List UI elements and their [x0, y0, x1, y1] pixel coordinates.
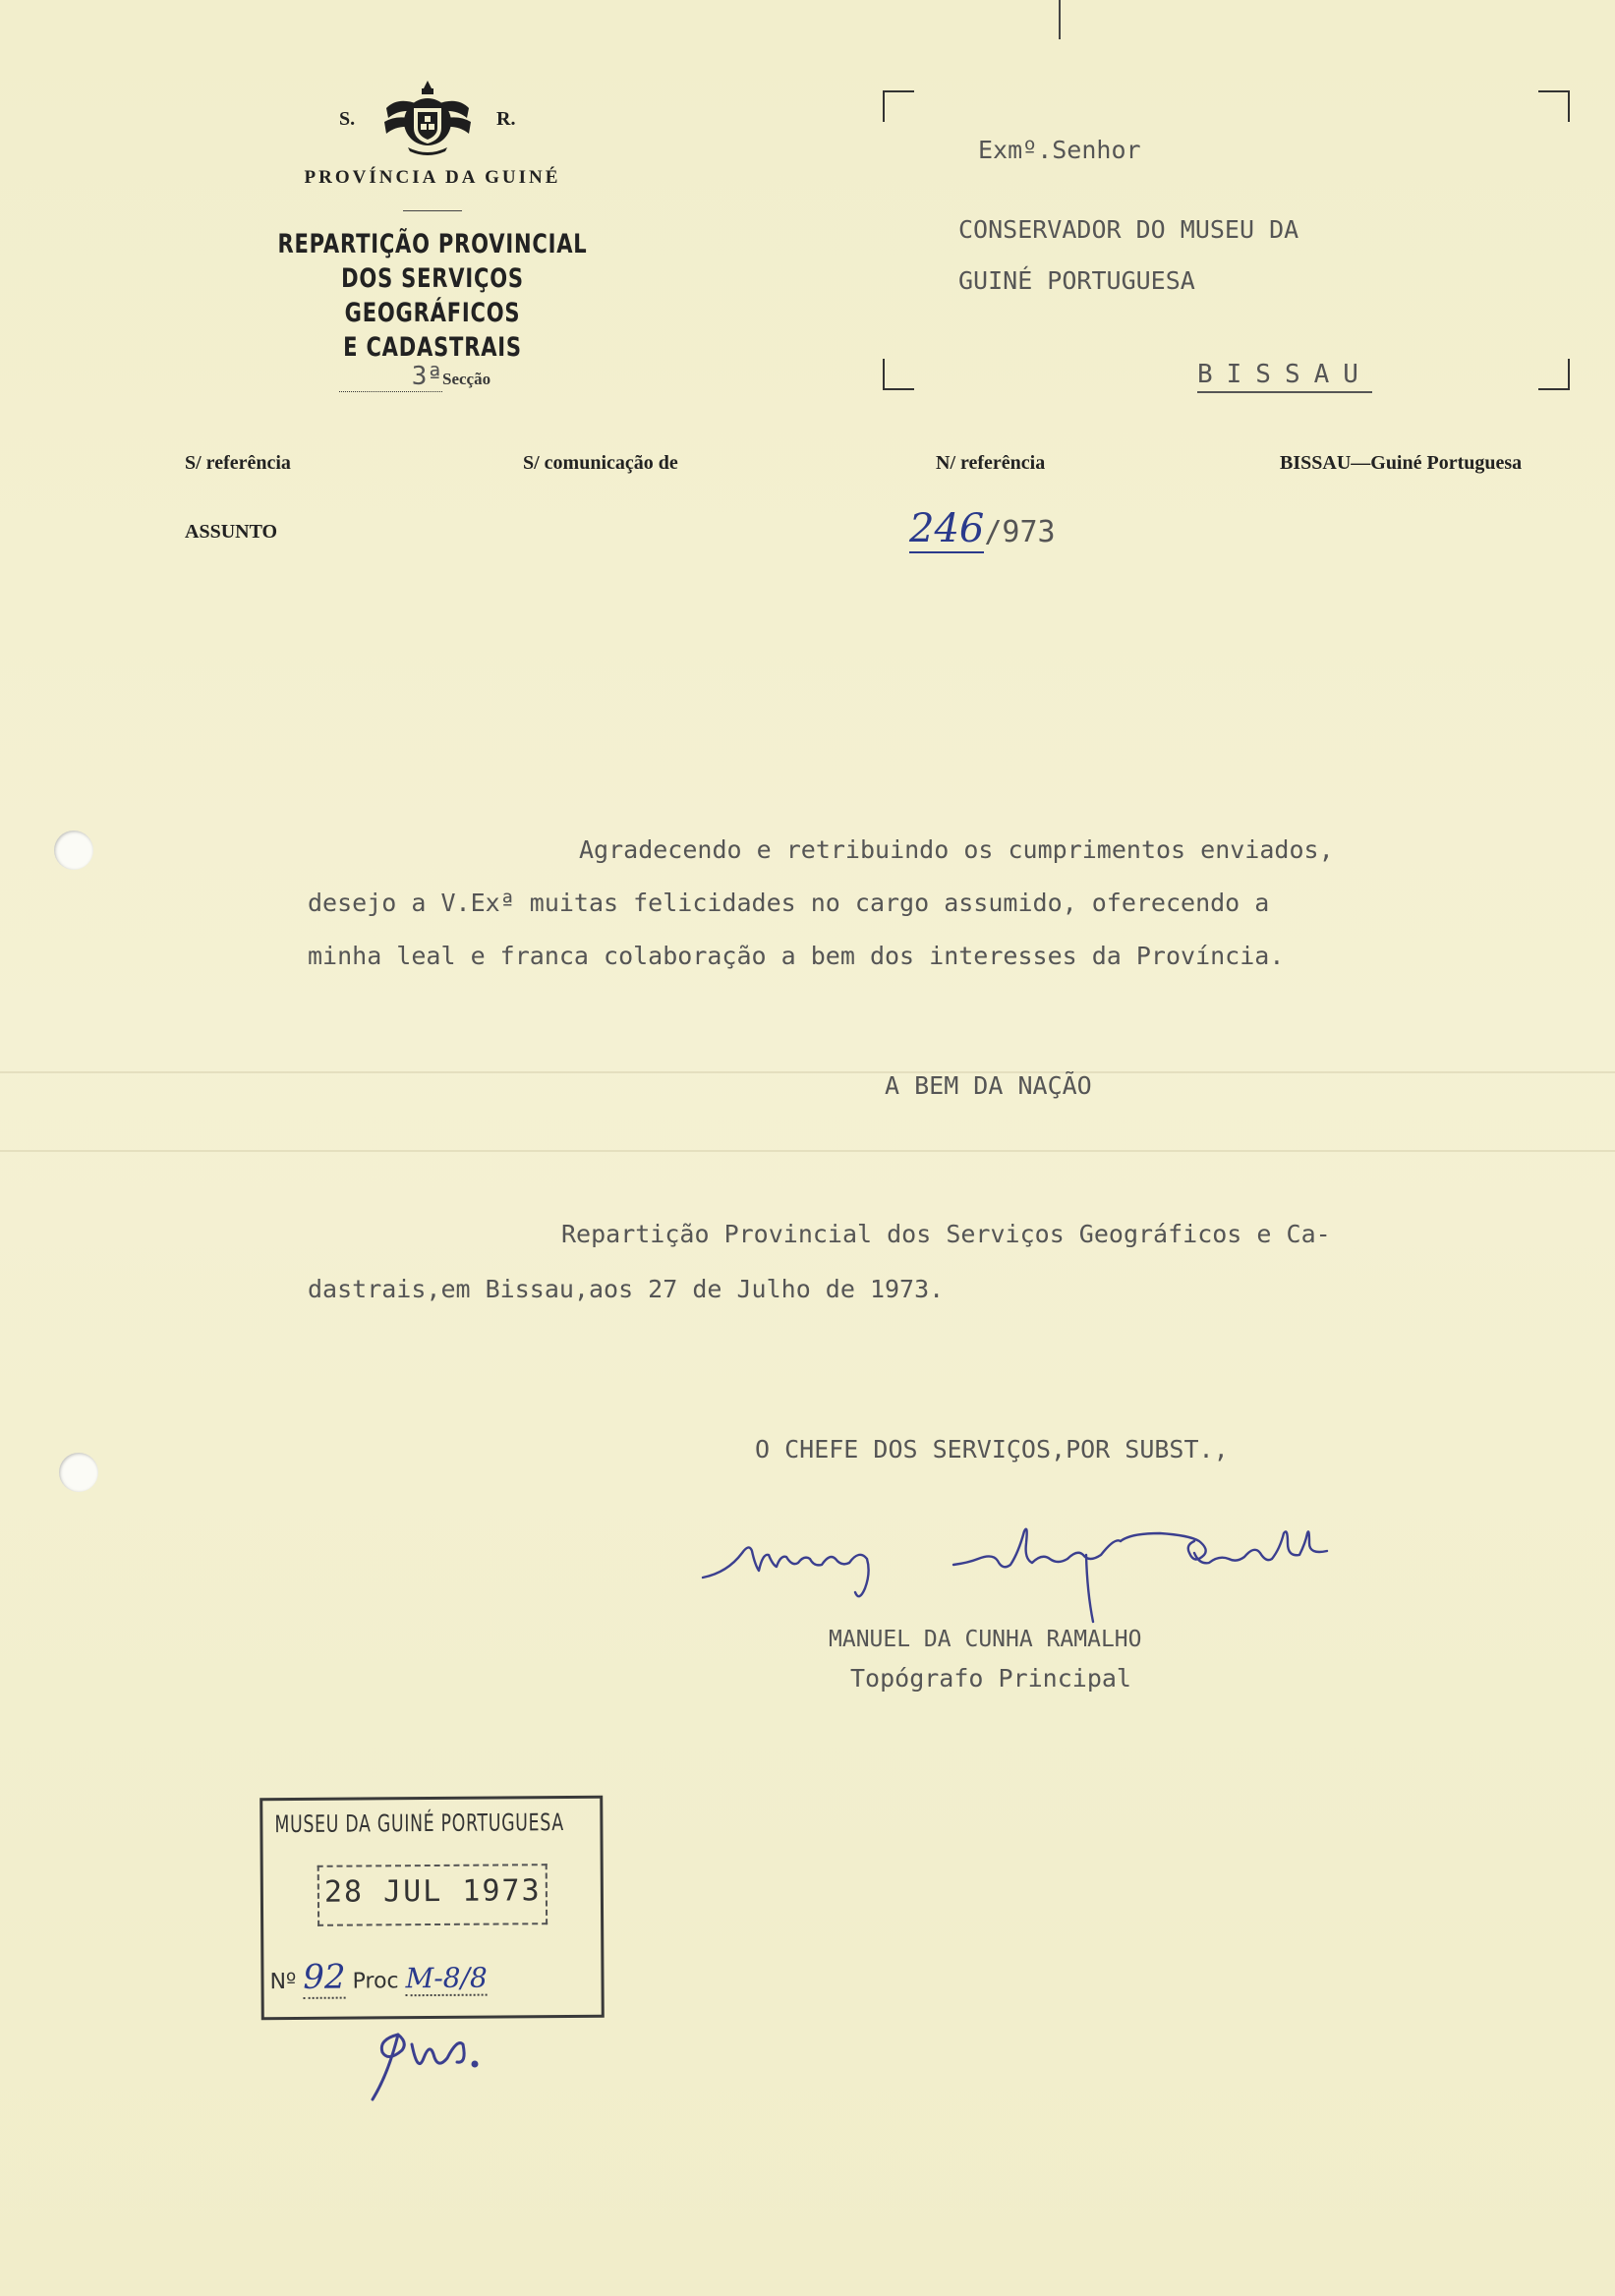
your-communication-label: S/ comunicação de [523, 452, 678, 474]
department-name [271, 227, 594, 365]
closing-paragraph [308, 1207, 1331, 1317]
stamp-proc-value: M-8/8 [405, 1961, 488, 1995]
stamp-proc-label: Proc [352, 1969, 399, 1994]
subject-label: ASSUNTO [185, 521, 278, 543]
our-reference-label: N/ referência [936, 452, 1046, 474]
body-line: desejo a V.Exª muitas felicidades no cargo assumido, oferecendo a [308, 889, 1270, 917]
department-line: DOS SERVIÇOS GEOGRÁFICOS [341, 263, 524, 328]
your-reference-label: S/ referência [185, 452, 291, 474]
stamp-institution: MUSEU DA GUINÉ PORTUGUESA [274, 1808, 564, 1839]
section-indicator [339, 362, 490, 392]
handwritten-reference: 246 [909, 506, 985, 551]
signer-title: Topógrafo Principal [850, 1664, 1131, 1693]
place-label: BISSAU—Guiné Portuguesa [1280, 452, 1523, 474]
stamp-number-label: Nº [269, 1969, 297, 1995]
province-name: PROVÍNCIA DA GUINÉ [304, 167, 561, 188]
coat-of-arms-icon [378, 79, 477, 157]
section-label: Secção [442, 370, 491, 388]
addressee-salutation: Exmº.Senhor [978, 136, 1141, 164]
handwritten-signature [698, 1494, 1504, 1641]
signer-name: MANUEL DA CUNHA RAMALHO [829, 1627, 1142, 1652]
stamp-number-line [269, 1957, 488, 2000]
motto: A BEM DA NAÇÃO [885, 1071, 1092, 1100]
address-corner-mark [883, 90, 914, 122]
handwritten-initials [369, 2015, 506, 2103]
address-corner-mark [1538, 359, 1570, 390]
address-corner-mark [1538, 90, 1570, 122]
letterhead-r: R. [496, 108, 516, 130]
punch-hole [59, 1453, 98, 1492]
section-number: 3ª [339, 362, 442, 392]
addressee-line: CONSERVADOR DO MUSEU DA [958, 215, 1299, 244]
stamp-number: 92 [303, 1957, 346, 1997]
reference-year: /973 [984, 515, 1056, 549]
department-line: REPARTIÇÃO PROVINCIAL [277, 229, 588, 259]
fold-line [0, 1071, 1615, 1073]
our-reference-number [909, 506, 1056, 551]
museum-receipt-stamp [260, 1796, 605, 2020]
page-edge-mark [1059, 0, 1061, 39]
addressee-block [958, 204, 1298, 307]
closing-line: dastrais,em Bissau,aos 27 de Julho de 1973. [308, 1275, 945, 1303]
addressee-line: GUINÉ PORTUGUESA [958, 266, 1195, 295]
body-line: Agradecendo e retribuindo os cumprimentos enviados, [579, 835, 1334, 864]
addressee-city: BISSAU [1197, 360, 1372, 393]
signer-heading: O CHEFE DOS SERVIÇOS,POR SUBST., [755, 1435, 1229, 1464]
letterhead-s: S. [339, 108, 356, 130]
fold-line [0, 1150, 1615, 1152]
punch-hole [54, 831, 93, 870]
address-corner-mark [883, 359, 914, 390]
body-line: minha leal e franca colaboração a bem dos interesses da Província. [308, 942, 1285, 970]
divider [403, 210, 462, 211]
stamp-date: 28 JUL 1973 [323, 1873, 542, 1910]
closing-line: Repartição Provincial dos Serviços Geográficos e Ca- [561, 1220, 1331, 1248]
letterhead [226, 79, 639, 365]
letter-body [308, 824, 1586, 983]
department-line: E CADASTRAIS [343, 332, 522, 363]
